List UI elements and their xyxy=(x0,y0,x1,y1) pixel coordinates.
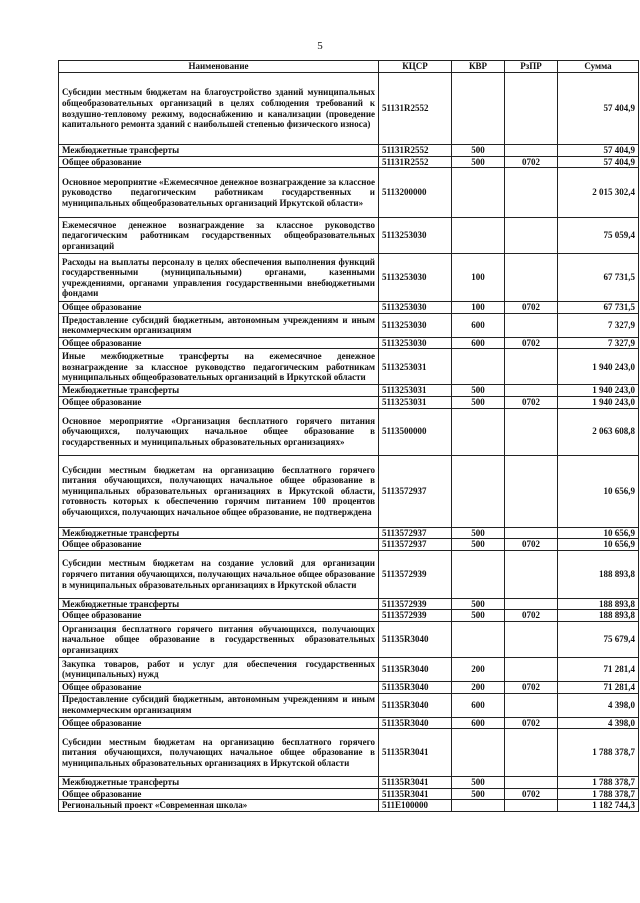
row-sum: 10 656,9 xyxy=(558,539,639,551)
row-kvr: 100 xyxy=(452,302,505,314)
row-kcsr: 5113200000 xyxy=(379,168,452,218)
table-row xyxy=(59,610,639,622)
row-sum: 2 015 302,4 xyxy=(558,168,639,218)
row-name: Организация бесплатного горячего питания обучающихся, получающих начальное общее образование в государственных образовательных организациях xyxy=(59,621,379,657)
row-name: Общее образование xyxy=(59,610,379,622)
row-kcsr: 5113500000 xyxy=(379,408,452,455)
row-kcsr: 51131R2552 xyxy=(379,145,452,157)
page-number: 5 xyxy=(317,40,323,52)
table-row xyxy=(59,313,639,337)
row-kvr: 500 xyxy=(452,527,505,539)
row-rzpr xyxy=(505,145,558,157)
row-kvr: 100 xyxy=(452,254,505,302)
table-row xyxy=(59,598,639,610)
row-kvr xyxy=(452,218,505,254)
table-row xyxy=(59,218,639,254)
header-sum: Сумма xyxy=(558,61,639,73)
row-kvr: 500 xyxy=(452,777,505,789)
table-row xyxy=(59,254,639,302)
row-kcsr: 5113253030 xyxy=(379,218,452,254)
table-row xyxy=(59,777,639,789)
row-name: Общее образование xyxy=(59,717,379,729)
row-sum: 7 327,9 xyxy=(558,313,639,337)
row-name: Расходы на выплаты персоналу в целях обеспечения выполнения функций государственными (муниципальными) органами, казенными учреждениями, органами управления государственными внебюджетными фондами xyxy=(59,254,379,302)
row-name: Субсидии местным бюджетам на благоустройство зданий муниципальных общеобразовательных организаций в целях соблюдения требований к воздушно-тепловому режиму, водоснабжению и канализации (проведение капитального ремонта зданий с наибольшей степенью физического износа) xyxy=(59,73,379,145)
row-kcsr: 5113253031 xyxy=(379,385,452,397)
row-sum: 1 788 378,7 xyxy=(558,788,639,800)
row-kvr: 600 xyxy=(452,693,505,717)
row-kvr xyxy=(452,729,505,777)
row-sum: 188 893,8 xyxy=(558,610,639,622)
row-rzpr xyxy=(505,313,558,337)
row-sum: 71 281,4 xyxy=(558,681,639,693)
row-kvr xyxy=(452,621,505,657)
row-kcsr: 511E100000 xyxy=(379,800,452,812)
row-kvr: 200 xyxy=(452,657,505,681)
row-sum: 1 940 243,0 xyxy=(558,385,639,397)
row-rzpr xyxy=(505,598,558,610)
row-rzpr xyxy=(505,349,558,385)
row-name: Общее образование xyxy=(59,156,379,168)
row-kvr: 500 xyxy=(452,396,505,408)
row-rzpr: 0702 xyxy=(505,337,558,349)
row-name: Общее образование xyxy=(59,539,379,551)
row-kcsr: 5113572937 xyxy=(379,539,452,551)
row-name: Предоставление субсидий бюджетным, автономным учреждениям и иным некоммерческим организациям xyxy=(59,693,379,717)
row-kvr: 500 xyxy=(452,145,505,157)
header-name: Наименование xyxy=(59,61,379,73)
row-rzpr xyxy=(505,218,558,254)
table-row xyxy=(59,717,639,729)
table-row xyxy=(59,337,639,349)
row-kvr xyxy=(452,550,505,598)
row-rzpr xyxy=(505,777,558,789)
row-sum: 188 893,8 xyxy=(558,598,639,610)
row-rzpr: 0702 xyxy=(505,396,558,408)
row-rzpr xyxy=(505,385,558,397)
row-name: Субсидии местным бюджетам на создание условий для организации горячего питания обучающихся, получающих начальное общее образование в муниципальных образовательных организациях в Иркутской области xyxy=(59,550,379,598)
table-row xyxy=(59,396,639,408)
row-rzpr xyxy=(505,254,558,302)
row-sum: 67 731,5 xyxy=(558,254,639,302)
row-kvr: 600 xyxy=(452,313,505,337)
table-row xyxy=(59,73,639,145)
row-kvr: 500 xyxy=(452,598,505,610)
row-kvr xyxy=(452,408,505,455)
row-name: Субсидии местным бюджетам на организацию бесплатного горячего питания обучающихся, получающих начальное общее образование в муниципальных образовательных организациях в Иркутской области, готовность которых к обеспечению горячим питанием 100 процентов обучающихся, получающих начальное общее образование, не подтверждена xyxy=(59,455,379,527)
row-kcsr: 51131R2552 xyxy=(379,156,452,168)
table-row xyxy=(59,657,639,681)
header-kvr: КВР xyxy=(452,61,505,73)
row-sum: 2 063 608,8 xyxy=(558,408,639,455)
row-name: Закупка товаров, работ и услуг для обеспечения государственных (муниципальных) нужд xyxy=(59,657,379,681)
table-row xyxy=(59,455,639,527)
row-kcsr: 5113253030 xyxy=(379,313,452,337)
row-kvr: 500 xyxy=(452,610,505,622)
row-rzpr xyxy=(505,408,558,455)
row-kvr: 500 xyxy=(452,385,505,397)
row-sum: 57 404,9 xyxy=(558,156,639,168)
row-rzpr xyxy=(505,693,558,717)
row-kcsr: 5113253030 xyxy=(379,302,452,314)
row-kvr xyxy=(452,168,505,218)
row-kcsr: 51135R3040 xyxy=(379,717,452,729)
row-sum: 57 404,9 xyxy=(558,73,639,145)
row-sum: 67 731,5 xyxy=(558,302,639,314)
row-name: Региональный проект «Современная школа» xyxy=(59,800,379,812)
row-sum: 188 893,8 xyxy=(558,550,639,598)
header-rzpr: РзПР xyxy=(505,61,558,73)
budget-table xyxy=(58,60,639,812)
row-name: Основное мероприятие «Организация бесплатного горячего питания обучающихся, получающих начальное общее образование в государственных и муниципальных образовательных организациях» xyxy=(59,408,379,455)
row-rzpr: 0702 xyxy=(505,302,558,314)
row-sum: 4 398,0 xyxy=(558,717,639,729)
row-rzpr xyxy=(505,657,558,681)
table-row xyxy=(59,168,639,218)
row-name: Общее образование xyxy=(59,302,379,314)
row-name: Предоставление субсидий бюджетным, автономным учреждениям и иным некоммерческим организациям xyxy=(59,313,379,337)
row-rzpr: 0702 xyxy=(505,539,558,551)
row-sum: 1 182 744,3 xyxy=(558,800,639,812)
table-row xyxy=(59,145,639,157)
row-kcsr: 51135R3040 xyxy=(379,657,452,681)
row-rzpr: 0702 xyxy=(505,156,558,168)
row-kvr xyxy=(452,349,505,385)
row-kcsr: 5113572939 xyxy=(379,610,452,622)
row-kvr xyxy=(452,73,505,145)
table-row xyxy=(59,408,639,455)
row-kcsr: 51135R3040 xyxy=(379,621,452,657)
row-kcsr: 51135R3041 xyxy=(379,729,452,777)
row-sum: 1 788 378,7 xyxy=(558,729,639,777)
row-rzpr xyxy=(505,168,558,218)
row-sum: 75 059,4 xyxy=(558,218,639,254)
row-kcsr: 51135R3040 xyxy=(379,693,452,717)
row-name: Субсидии местным бюджетам на организацию бесплатного горячего питания обучающихся, получающих начальное общее образование в муниципальных образовательных организациях в Иркутской области xyxy=(59,729,379,777)
table-row xyxy=(59,621,639,657)
row-name: Основное мероприятие «Ежемесячное денежное вознаграждение за классное руководство педагогическим работникам государственных и муниципальных общеобразовательных организаций Иркутской области» xyxy=(59,168,379,218)
row-kvr: 600 xyxy=(452,717,505,729)
row-kcsr: 51135R3041 xyxy=(379,788,452,800)
row-kcsr: 5113572939 xyxy=(379,598,452,610)
row-sum: 1 940 243,0 xyxy=(558,396,639,408)
row-name: Общее образование xyxy=(59,681,379,693)
table-row xyxy=(59,539,639,551)
row-sum: 1 940 243,0 xyxy=(558,349,639,385)
row-sum: 7 327,9 xyxy=(558,337,639,349)
row-name: Иные межбюджетные трансферты на ежемесячное денежное вознаграждение за классное руководство педагогическим работникам муниципальных общеобразовательных организаций в Иркутской области xyxy=(59,349,379,385)
row-kvr xyxy=(452,455,505,527)
table-row xyxy=(59,729,639,777)
row-kcsr: 5113253030 xyxy=(379,337,452,349)
row-kvr: 500 xyxy=(452,788,505,800)
table-row xyxy=(59,681,639,693)
row-kcsr: 5113572937 xyxy=(379,527,452,539)
row-kcsr: 5113253031 xyxy=(379,396,452,408)
table-row xyxy=(59,693,639,717)
row-kvr: 600 xyxy=(452,337,505,349)
row-name: Общее образование xyxy=(59,788,379,800)
table-row xyxy=(59,385,639,397)
row-sum: 4 398,0 xyxy=(558,693,639,717)
row-name: Межбюджетные трансферты xyxy=(59,527,379,539)
row-sum: 10 656,9 xyxy=(558,455,639,527)
header-kcsr: КЦСР xyxy=(379,61,452,73)
row-rzpr xyxy=(505,800,558,812)
row-kvr xyxy=(452,800,505,812)
row-kcsr: 51135R3040 xyxy=(379,681,452,693)
row-kcsr: 51131R2552 xyxy=(379,73,452,145)
row-rzpr xyxy=(505,455,558,527)
row-kcsr: 5113253031 xyxy=(379,349,452,385)
row-rzpr xyxy=(505,729,558,777)
table-row xyxy=(59,527,639,539)
row-rzpr xyxy=(505,550,558,598)
row-rzpr: 0702 xyxy=(505,610,558,622)
row-sum: 75 679,4 xyxy=(558,621,639,657)
row-name: Ежемесячное денежное вознаграждение за классное руководство педагогическим работникам государственных общеобразовательных организаций xyxy=(59,218,379,254)
row-kcsr: 5113253030 xyxy=(379,254,452,302)
row-name: Межбюджетные трансферты xyxy=(59,385,379,397)
row-kcsr: 51135R3041 xyxy=(379,777,452,789)
row-kvr: 500 xyxy=(452,156,505,168)
row-name: Общее образование xyxy=(59,337,379,349)
row-rzpr: 0702 xyxy=(505,788,558,800)
table-header-row xyxy=(59,61,639,73)
row-kvr: 500 xyxy=(452,539,505,551)
table-row xyxy=(59,156,639,168)
row-kcsr: 5113572939 xyxy=(379,550,452,598)
row-kcsr: 5113572937 xyxy=(379,455,452,527)
row-rzpr: 0702 xyxy=(505,681,558,693)
row-rzpr xyxy=(505,527,558,539)
row-kvr: 200 xyxy=(452,681,505,693)
row-name: Межбюджетные трансферты xyxy=(59,777,379,789)
row-name: Межбюджетные трансферты xyxy=(59,598,379,610)
row-sum: 10 656,9 xyxy=(558,527,639,539)
row-sum: 57 404,9 xyxy=(558,145,639,157)
row-name: Общее образование xyxy=(59,396,379,408)
row-rzpr xyxy=(505,73,558,145)
row-sum: 71 281,4 xyxy=(558,657,639,681)
table-row xyxy=(59,302,639,314)
table-row xyxy=(59,800,639,812)
table-row xyxy=(59,550,639,598)
row-name: Межбюджетные трансферты xyxy=(59,145,379,157)
row-rzpr: 0702 xyxy=(505,717,558,729)
table-row xyxy=(59,349,639,385)
table-body xyxy=(59,73,639,812)
row-sum: 1 788 378,7 xyxy=(558,777,639,789)
row-rzpr xyxy=(505,621,558,657)
table-row xyxy=(59,788,639,800)
